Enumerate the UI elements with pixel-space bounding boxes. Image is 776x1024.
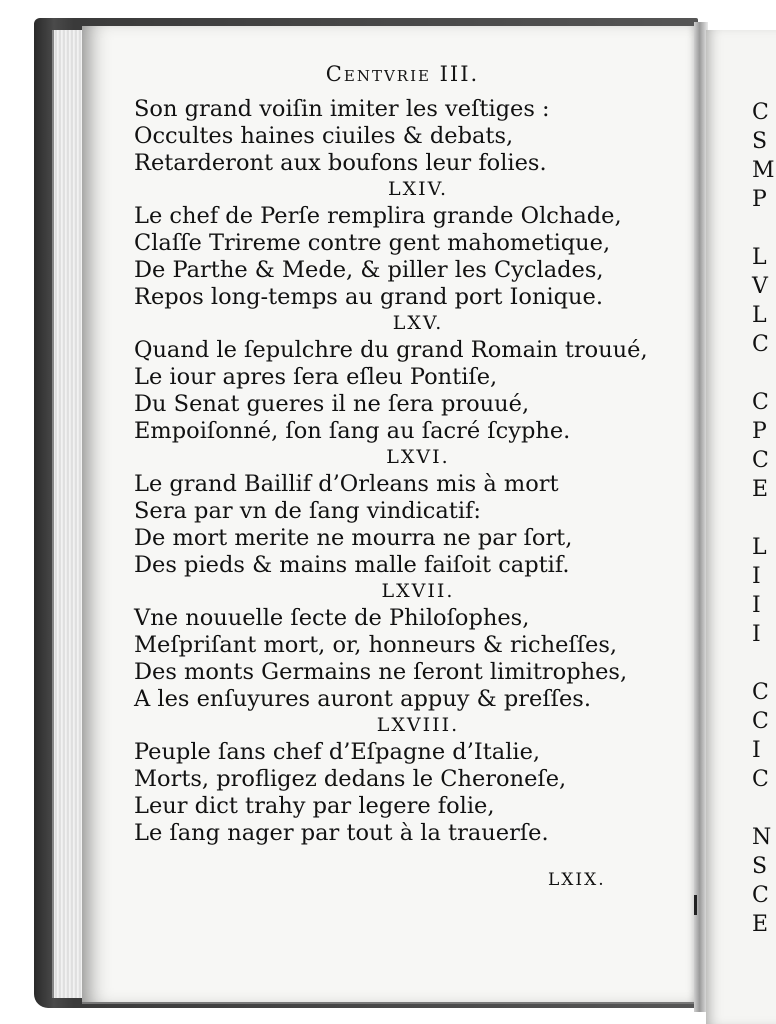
facing-page-initial [752,504,772,533]
verse-line: Le grand Baillif d’Orleans mis à mort [134,471,559,498]
verse-line: Empoiſonné, ſon ſang au ſacré ſcyphe. [134,417,571,444]
running-head: Centvrie III. [325,62,480,86]
catchword: LXIX. [548,870,606,890]
facing-page-initial: C [752,883,769,908]
verse-line: Des pieds & mains malle faiſoit captif. [134,551,570,578]
quatrain-number: LXIV. [387,178,449,201]
facing-page-initial [752,649,772,678]
facing-page-initial [752,794,772,823]
quatrain-number: LXVII. [381,580,455,603]
facing-page-initial: C [752,332,769,357]
verse-line: Retarderont aux boufons leur folies. [134,149,547,176]
facing-page-initial: C [752,709,769,734]
facing-page-initial [752,214,772,243]
facing-page-initial: E [752,477,769,502]
quatrain-text [134,96,654,846]
facing-page-initial [752,359,772,388]
quatrain-number: LXVI. [386,446,450,469]
facing-page-initial: C [752,390,769,415]
verse-line: Repos long-temps au grand port Ionique. [134,283,603,310]
verse-line: Occultes haines ciuiles & debats, [134,122,514,149]
facing-page-initial: I [752,622,761,647]
facing-page-initial: L [752,245,767,270]
verse-line: Le ſang nager par tout à la trauerſe. [134,819,549,846]
verse-line: Peuple ſans chef d’Eſpagne d’Italie, [134,739,541,766]
facing-page-initial: C [752,448,769,473]
verse-line: Meſpriſant mort, or, honneurs & richeſſes, [134,631,618,658]
verse-line: Des monts Germains ne ſeront limitrophes, [134,658,628,685]
facing-page-initial: S [752,854,768,879]
facing-page-initial: M [752,158,775,183]
facing-page-initial: I [752,564,761,589]
verse-line: A les enſuyures auront appuy & preſſes. [134,685,591,712]
verse-line: De mort merite ne mourra ne par ſort, [134,524,573,551]
quatrain-number: LXV. [392,312,444,335]
verse-line: Son grand voiſin imiter les veſtiges : [134,96,550,122]
page-mark [694,895,697,915]
verse-line: Morts, profligez dedans le Cheroneſe, [134,765,567,792]
verse-line: De Parthe & Mede, & piller les Cyclades, [134,256,604,283]
facing-page-initial: P [752,419,767,444]
verse-line: Le chef de Perſe remplira grande Olchade, [134,203,622,230]
facing-page-initial: P [752,187,767,212]
facing-page-initial: C [752,767,769,792]
facing-page-initial: E [752,912,769,937]
verse-line: Quand le ſepulchre du grand Romain trouué, [134,337,648,364]
quatrain-number: LXVIII. [376,714,460,737]
facing-page-initial: C [752,100,769,125]
facing-page-initial: I [752,593,761,618]
facing-page-initial: I [752,738,761,763]
facing-page-initial: V [752,274,768,299]
facing-page-initials [752,98,775,939]
facing-page-initial: N [752,825,772,850]
facing-page-initial: S [752,129,768,154]
verse-line: Leur dict trahy par legere folie, [134,792,495,819]
facing-page-initial: L [752,535,767,560]
verse-line: Claſſe Trireme contre gent mahometique, [134,229,611,256]
verse-line: Le iour apres ſera eſleu Pontiſe, [134,363,498,390]
facing-page-initial: C [752,680,769,705]
verse-line: Vne nouuelle ſecte de Philoſophes, [134,605,530,632]
facing-page-initial: L [752,303,767,328]
verse-line: Du Senat gueres il ne ſera prouué, [134,390,530,417]
verse-line: Sera par vn de ſang vindicatif: [134,497,481,524]
